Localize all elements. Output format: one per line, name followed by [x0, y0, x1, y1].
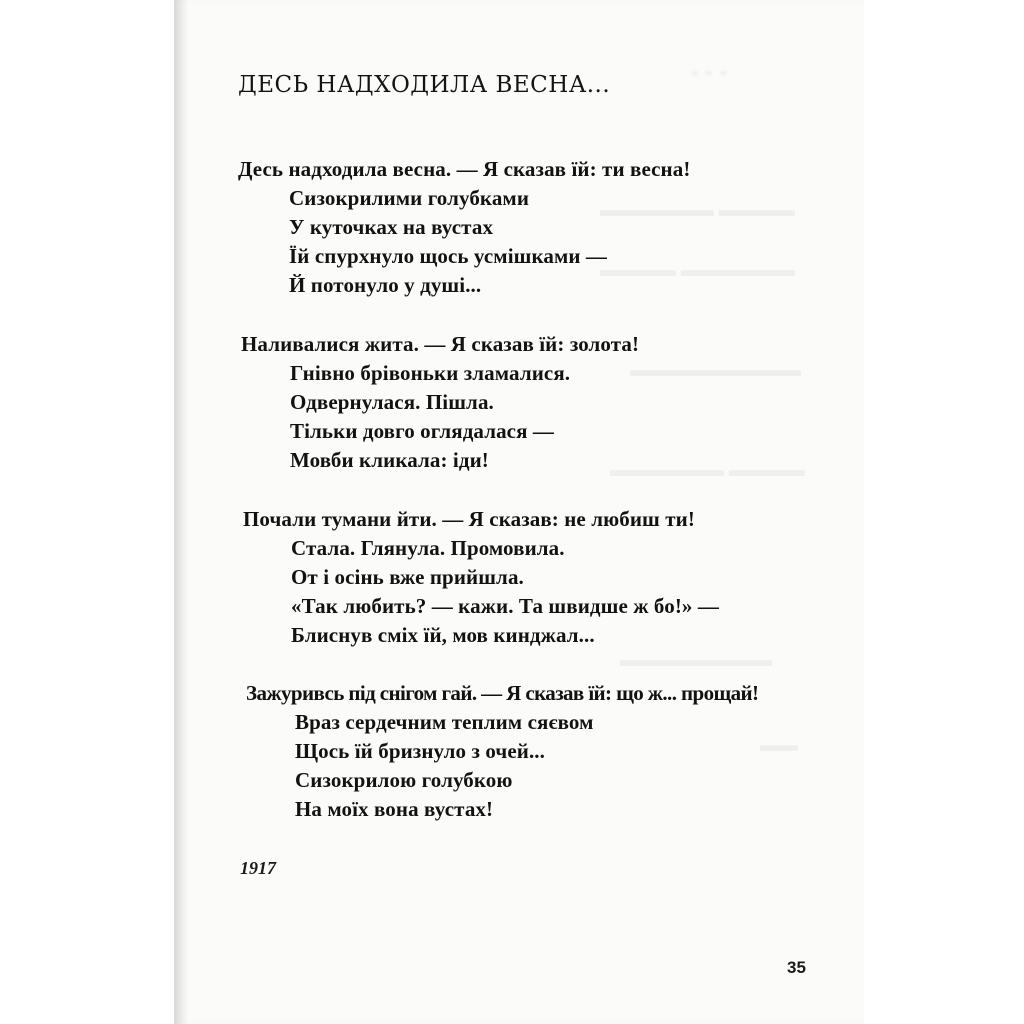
verse-line: У куточках на вустах: [289, 215, 494, 239]
page-number: 35: [787, 958, 806, 977]
verse-line: Й потонуло у душі...: [289, 273, 482, 297]
verse-line: Десь надходила весна. — Я сказав їй: ти весна!: [238, 157, 691, 181]
verse-line: Щось їй бризнуло з очей...: [295, 739, 546, 763]
verse-line: Стала. Глянула. Промовила.: [291, 536, 565, 560]
verse-line: Їй спурхнуло щось усмішками —: [289, 244, 608, 268]
verse-line: Наливалися жита. — Я сказав їй: золота!: [241, 332, 640, 356]
verse-line: Зажуривсь під снігом гай. — Я сказав їй: що ж... прощай!: [246, 681, 759, 705]
gutter-shadow: [174, 0, 188, 1024]
verse-line: Блиснув сміх їй, мов кинджал...: [291, 623, 595, 647]
verse-line: Гнівно брівоньки зламалися.: [290, 361, 571, 385]
verse-line: Почали тумани йти. — Я сказав: не любиш ти!: [243, 507, 695, 531]
poem-title: ДЕСЬ НАДХОДИЛА ВЕСНА...: [238, 72, 611, 98]
verse-line: На моїх вона вустах!: [295, 797, 494, 821]
verse-line: Мовби кликала: іди!: [290, 448, 489, 472]
verse-line: «Так любить? — кажи. Та швидше ж бо!» —: [291, 594, 719, 618]
verse-line: Тільки довго оглядалася —: [290, 419, 555, 443]
verse-line: Сизокрилою голубкою: [295, 768, 513, 792]
verse-line: От і осінь вже прийшла.: [291, 565, 524, 589]
verse-line: Одвернулася. Пішла.: [290, 390, 494, 414]
verse-line: Враз сердечним теплим сяєвом: [295, 710, 594, 734]
poem-date: 1917: [240, 858, 276, 878]
verse-line: Сизокрилими голубками: [289, 186, 530, 210]
